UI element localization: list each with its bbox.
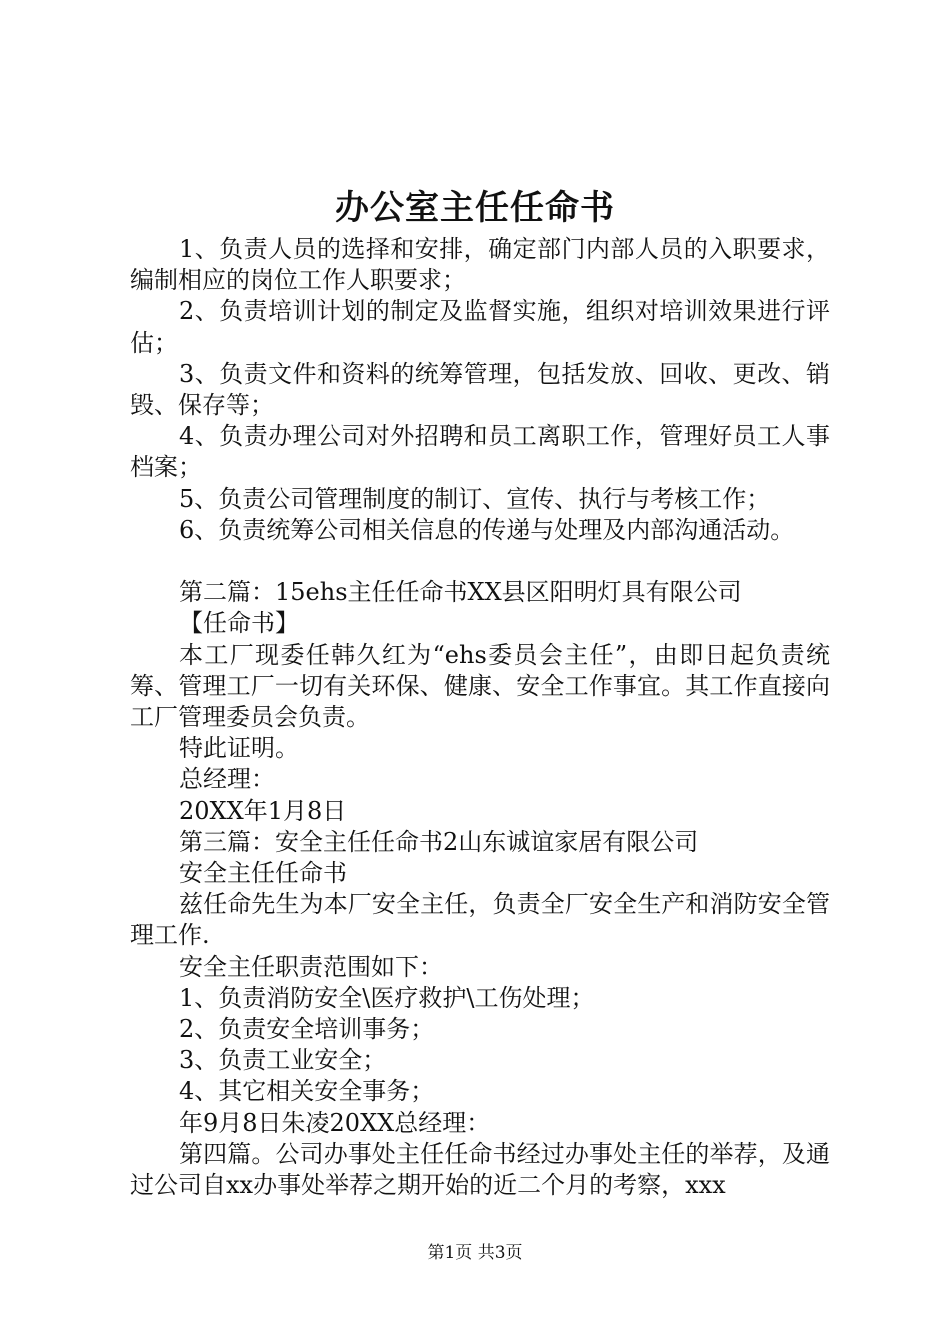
page-number: 第1页 共3页 [427,1243,523,1263]
date-line: 20XX年1月8日 [179,796,347,825]
appointment-heading: 【任命书】 [179,609,299,638]
safety-scope-heading: 安全主任职责范围如下： [179,952,443,981]
document-title: 办公室主任任命书 [335,188,615,228]
appointment-paragraph: 本工厂现委任韩久红为“ehs委员会主任”，由即日起负责统筹、管理工厂一切有关环保、健康、安全工作事宜。其工作直接向工厂管理委员会负责。 [130,640,830,732]
safety-item-3: 3、负责工业安全； [179,1046,387,1075]
signature-line: 年9月8日朱凌20XX总经理： [179,1108,491,1137]
paragraph-1: 1、负责人员的选择和安排，确定部门内部人员的入职要求，编制相应的岗位工作人职要求； [130,235,830,295]
paragraph-3: 3、负责文件和资料的统筹管理，包括发放、回收、更改、销毁、保存等； [130,359,830,420]
paragraph-4: 4、负责办理公司对外招聘和员工离职工作，管理好员工人事档案； [130,422,830,482]
paragraph-6: 6、负责统筹公司相关信息的传递与处理及内部沟通活动。 [179,515,795,544]
safety-item-4: 4、其它相关安全事务； [179,1077,435,1106]
safety-title: 安全主任任命书 [179,859,347,888]
paragraph-2: 2、负责培训计划的制定及监督实施，组织对培训效果进行评估； [130,297,830,357]
manager-line: 总经理： [179,765,275,794]
safety-paragraph: 兹任命先生为本厂安全主任，负责全厂安全生产和消防安全管理工作. [130,890,830,950]
section-heading-4: 第四篇。公司办事处主任任命书经过办事处主任的举荐，及通过公司自xx办事处举荐之期开始的近二个月的考察，xxx [130,1139,830,1200]
safety-item-2: 2、负责安全培训事务； [179,1015,435,1044]
section-heading-3: 第三篇：安全主任任命书2山东诚谊家居有限公司 [179,827,699,856]
document-body [130,234,830,1201]
safety-item-1: 1、负责消防安全\医疗救护\工伤处理； [179,983,595,1012]
blank-line [130,546,830,577]
paragraph-5: 5、负责公司管理制度的制订、宣传、执行与考核工作； [179,484,771,513]
certification-line: 特此证明。 [179,734,299,763]
section-heading-2: 第二篇：15ehs主任任命书XX县区阳明灯具有限公司 [179,578,742,607]
